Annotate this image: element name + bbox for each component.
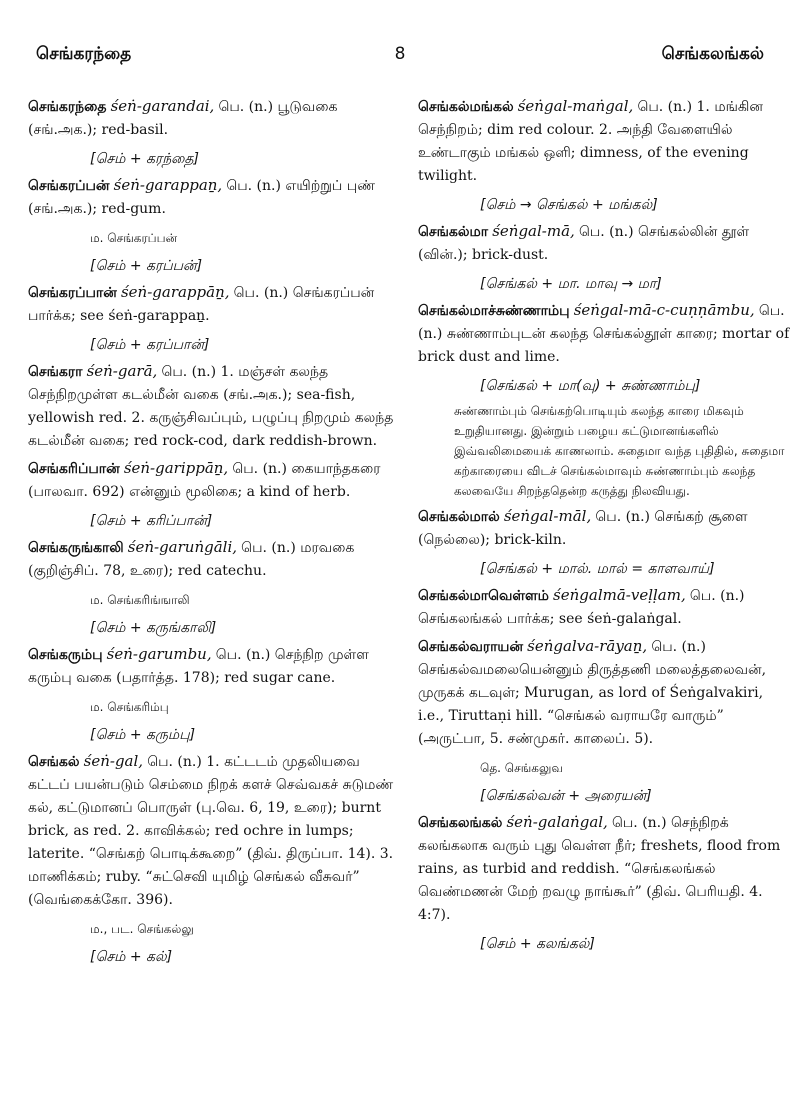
dictionary-entry — [418, 584, 790, 631]
headword: செங்கரிப்பான் — [28, 461, 120, 477]
transliteration: śeṅ-garappāṉ, — [120, 283, 230, 301]
header-right-guideword: செங்கலங்கல் — [661, 44, 764, 64]
dictionary-entry — [28, 457, 400, 532]
cognate: ம. செங்கரிங்ஙாலி — [90, 593, 190, 607]
etymology: [செம் + கரந்தை] — [90, 151, 200, 167]
definition: பெ. (n.) 1. மங்கின செந்நிறம்; dim red colour. 2. அந்தி வேளையில் உண்டாகும் மங்கல் ஒளி; dimness, of the evening twilight. — [418, 99, 763, 184]
etymology: [செங்கல் + மா. மாவு → மா] — [480, 276, 662, 292]
transliteration: śeṅ-garappaṉ, — [113, 176, 223, 194]
dictionary-entry — [28, 643, 400, 746]
etymology: [செம் + கரப்பன்] — [90, 258, 203, 274]
etymology: [செங்கல் + மால். மால் = காளவாய்] — [480, 561, 715, 577]
headword: செங்கரும்பு — [28, 647, 103, 663]
definition: பெ. (n.) செங்கல்லின் தூள் (வின்.); brick-dust. — [418, 224, 750, 263]
dictionary-entry — [28, 281, 400, 356]
dictionary-entry — [28, 750, 400, 968]
right-column — [418, 95, 790, 1085]
definition: பெ. (n.) மரவகை (குறிஞ்சிப். 78, உரை); red catechu. — [28, 540, 355, 579]
headword: செங்கல் — [28, 754, 80, 770]
cognate: ம. செங்கரப்பன் — [90, 231, 178, 245]
header-left-guideword: செங்கரந்தை — [36, 44, 132, 64]
dictionary-entry — [28, 360, 400, 453]
transliteration: śeṅgal-māl, — [503, 507, 592, 525]
dictionary-entry — [418, 635, 790, 807]
etymology: [செம் + கரும்பு] — [90, 727, 196, 743]
headword: செங்கரப்பான் — [28, 285, 117, 301]
dictionary-entry — [418, 811, 790, 955]
dictionary-entry — [418, 505, 790, 580]
usage-note: சுண்ணாம்பும் செங்கற்பொடியும் கலந்த காரை மிகவும் உறுதியானது. இன்றும் பழைய கட்டுமானங்களில் இவ்வலிமையைக் காணலாம். சுதைமா வந்த புதிதில், சுதைமா கற்காரையை விடச் செங்கல்மாவும் சுண்ணாம்பும் கலந்த கலவையே சிறந்ததென்ற கருத்து நிலவியது. — [454, 404, 785, 498]
dictionary-entry — [28, 536, 400, 639]
dictionary-entry — [418, 95, 790, 216]
dictionary-entry — [28, 95, 400, 170]
headword: செங்கலங்கல் — [418, 815, 503, 831]
headword: செங்கல்மங்கல் — [418, 99, 514, 115]
transliteration: śeṅgal-maṅgal, — [517, 97, 634, 115]
page-header — [36, 44, 764, 74]
etymology: [செங்கல்வன் + அரையன்] — [480, 788, 652, 804]
etymology: [செங்கல் + மா(வு) + சுண்ணாம்பு] — [480, 378, 701, 394]
definition: பெ. (n.) 1. மஞ்சள் கலந்த செந்நிறமுள்ள கடல்மீன் வகை (சங்.அக.); sea-fish, yellowish red. 2. கருஞ்சிவப்பும், பழுப்பு நிறமும் கலந்த கடல்மீன் வகை; red rock-cod, dark reddish-brown. — [28, 364, 394, 449]
definition: பெ. (n.) செங்கரப்பன் பார்க்க; see śeṅ-garappaṉ. — [28, 285, 375, 324]
transliteration: śeṅ-gal, — [83, 752, 144, 770]
dictionary-entry — [418, 299, 790, 501]
definition: பெ. (n.) செங்கற் சூளை (நெல்லை); brick-kiln. — [418, 509, 748, 548]
definition: பெ. (n.) பூடுவகை (சங்.அக.); red-basil. — [28, 99, 338, 138]
definition: பெ. (n.) சுண்ணாம்புடன் கலந்த செங்கல்தூள் காரை; mortar of brick dust and lime. — [418, 303, 790, 365]
definition: பெ. (n.) செந்நிற முள்ள கரும்பு வகை (பதார்த்த. 178); red sugar cane. — [28, 647, 369, 686]
headword: செங்கல்மா — [418, 224, 489, 240]
etymology: [செம் + கருங்காலி] — [90, 620, 217, 636]
headword: செங்கரா — [28, 364, 83, 380]
etymology: [செம் + கல்] — [90, 949, 173, 965]
headword: செங்கல்மாச்சுண்ணாம்பு — [418, 303, 570, 319]
transliteration: śeṅgal-mā, — [492, 222, 575, 240]
cognate: ம. செங்கரிம்பு — [90, 700, 169, 714]
headword: செங்கரப்பன் — [28, 178, 110, 194]
definition: பெ. (n.) 1. கட்டடம் முதலியவை கட்டப் பயன்படும் செம்மை நிறக் களச் செவ்வகச் சுடுமண் கல், கட்டுமானப் பொருள் (பு.வெ. 6, 19, உரை); burnt brick, as red. 2. காவிக்கல்; red ochre in lumps; laterite. “செங்கற் பொடிக்கூறை” (திவ். திருப்பா. 14). 3. மாணிக்கம்; ruby. “சுட்செவி யுமிழ் செங்கல் வீசுவர்” (வெங்கைக்கோ. 396). — [28, 754, 394, 908]
transliteration: śeṅ-galaṅgal, — [506, 813, 608, 831]
transliteration: śeṅ-garā, — [86, 362, 158, 380]
transliteration: śeṅ-garandai, — [110, 97, 215, 115]
transliteration: śeṅgalmā-veḷḷam, — [553, 586, 686, 604]
dictionary-entry — [418, 220, 790, 295]
dictionary-entry — [28, 174, 400, 277]
headword: செங்கல்மால் — [418, 509, 500, 525]
transliteration: śeṅgalva-rāyaṉ, — [527, 637, 648, 655]
etymology: [செம் + கரிப்பான்] — [90, 513, 213, 529]
headword: செங்கல்வராயன் — [418, 639, 524, 655]
etymology: [செம் + கலங்கல்] — [480, 936, 595, 952]
transliteration: śeṅ-garumbu, — [106, 645, 212, 663]
headword: செங்கல்மாவெள்ளம் — [418, 588, 549, 604]
page-number: 8 — [394, 44, 406, 64]
definition: பெ. (n.) எயிற்றுப் புண் (சங்.அக.); red-gum. — [28, 178, 376, 217]
definition: பெ. (n.) செங்கல்வமலையென்னும் திருத்தணி மலைத்தலைவன், முருகக் கடவுள்; Murugan, as lord of Śeṅgalvakiri, i.e., Tiruttaṇi hill. “செங்கல் வராயரே வாரும்” (அருட்பா, 5. சண்முகர். காலைப். 5). — [418, 639, 767, 747]
definition: பெ. (n.) செங்கலங்கல் பார்க்க; see śeṅ-galaṅgal. — [418, 588, 745, 627]
headword: செங்கருங்காலி — [28, 540, 124, 556]
etymology: [செம் → செங்கல் + மங்கல்] — [480, 197, 658, 213]
cognate: தெ. செங்கலுவ — [480, 761, 563, 775]
definition: பெ. (n.) கையாந்தகரை (பாலவா. 692) என்னும் மூலிகை; a kind of herb. — [28, 461, 381, 500]
transliteration: śeṅ-garuṅgāli, — [127, 538, 238, 556]
transliteration: śeṅgal-mā-c-cuṇṇāmbu, — [573, 301, 755, 319]
transliteration: śeṅ-garippāṉ, — [123, 459, 229, 477]
cognate: ம., பட. செங்கல்லு — [90, 922, 194, 936]
headword: செங்கரந்தை — [28, 99, 107, 115]
definition: பெ. (n.) செந்நிறக் கலங்கலாக வரும் புது வெள்ள நீர்; freshets, flood from rains, as turbid and reddish. “செங்கலங்கல் வெண்மணன் மேற் றவழு நாங்கூர்” (திவ். பெரியதி. 4. 4:7). — [418, 815, 781, 923]
left-column — [28, 95, 400, 1085]
etymology: [செம் + கரப்பான்] — [90, 337, 210, 353]
